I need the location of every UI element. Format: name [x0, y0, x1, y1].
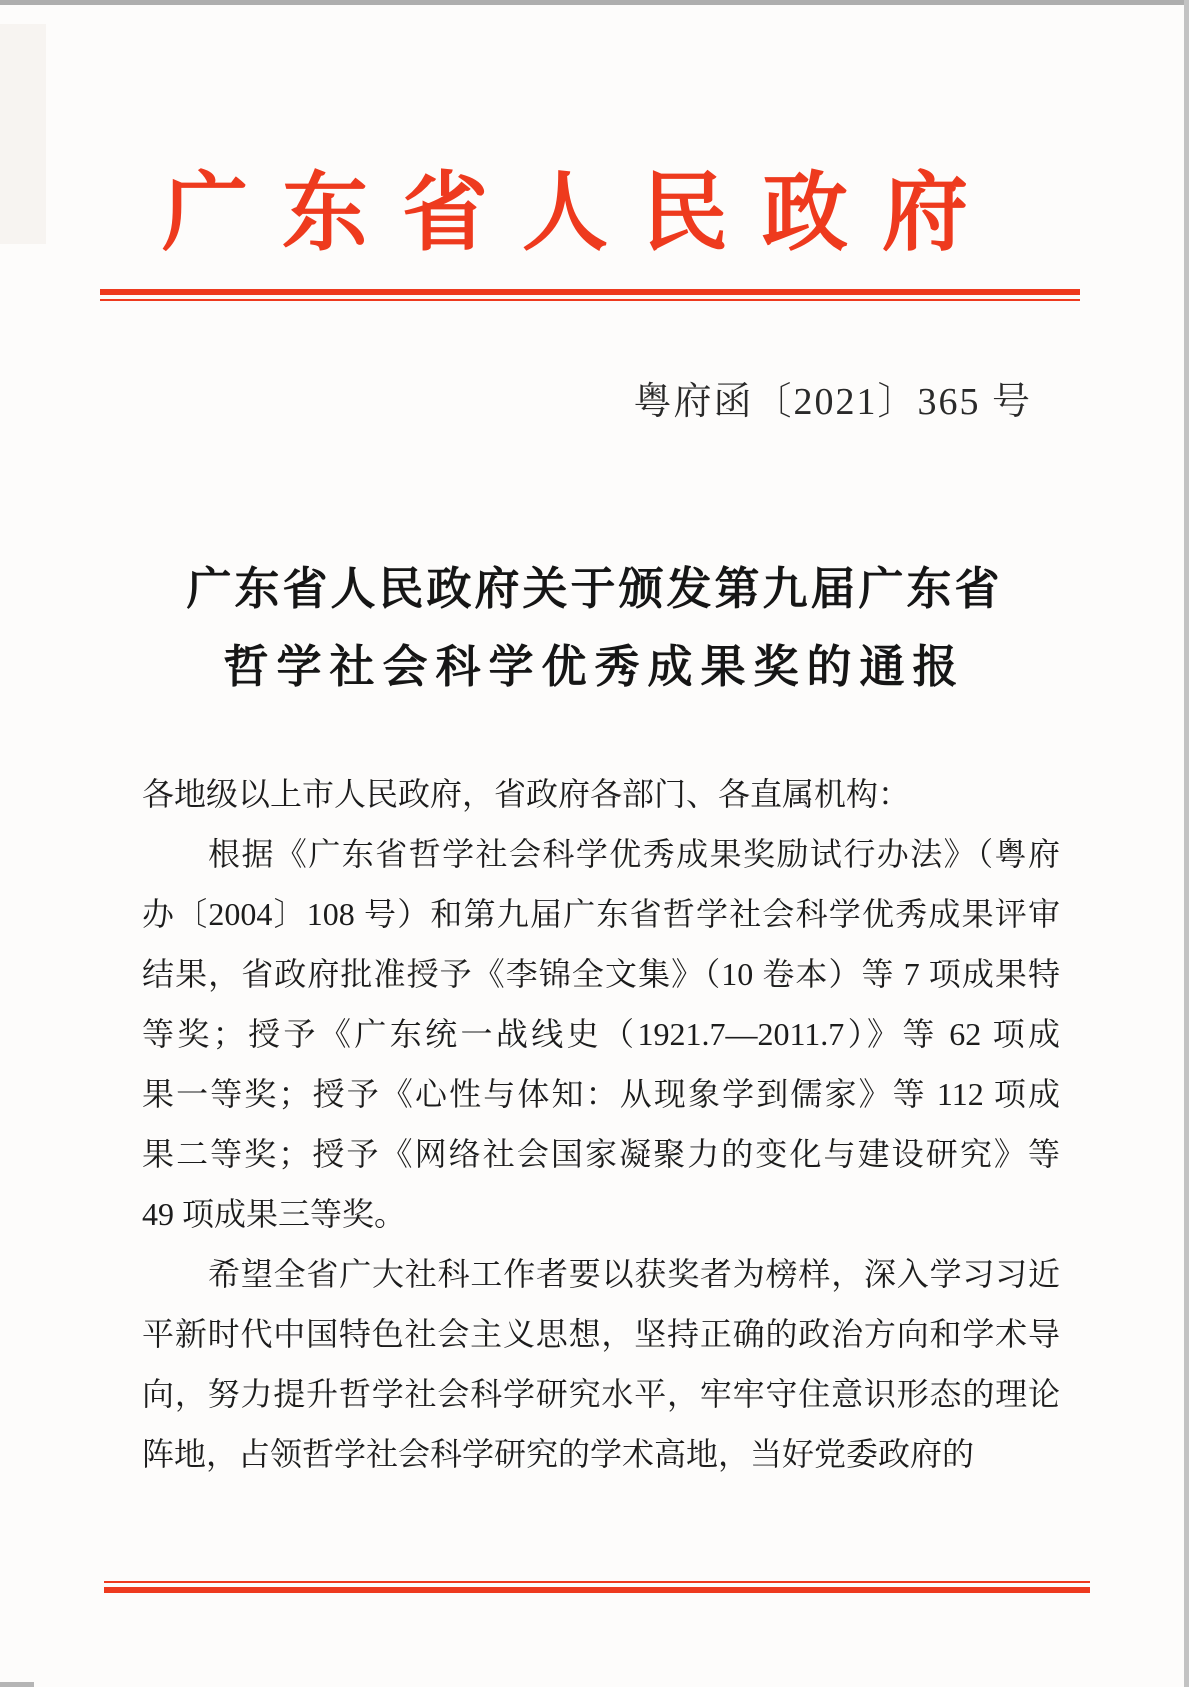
- body-line: 平新时代中国特色社会主义思想，坚持正确的政治方向和学术导: [142, 1316, 1060, 1352]
- body-line: 各地级以上市人民政府，省政府各部门、各直属机构：: [142, 776, 911, 812]
- body-line: 果二等奖；授予《网络社会国家凝聚力的变化与建设研究》等: [142, 1136, 1060, 1172]
- scan-edge-right: [1184, 0, 1189, 1687]
- body-line: 根据《广东省哲学社会科学优秀成果奖励试行办法》（粤府: [208, 836, 1060, 872]
- body-line: 希望全省广大社科工作者要以获奖者为榜样，深入学习习近: [208, 1256, 1060, 1292]
- footer-rule-thin: [104, 1581, 1090, 1583]
- footer-double-rule: [104, 1581, 1090, 1593]
- document-title-line-1: 广东省人民政府关于颁发第九届广东省: [186, 564, 1003, 614]
- scan-edge-bottom-left: [0, 1682, 34, 1687]
- body-line: 办〔2004〕108 号）和第九届广东省哲学社会科学优秀成果评审: [142, 896, 1060, 932]
- body-line: 果一等奖；授予《心性与体知：从现象学到儒家》等 112 项成: [142, 1076, 1060, 1112]
- footer-rule-thick: [104, 1587, 1090, 1593]
- document-title-line-2: 哲学社会科学优秀成果奖的通报: [223, 642, 966, 692]
- body-line: 49 项成果三等奖。: [142, 1196, 407, 1232]
- letterhead-org-name: 广东省人民政府: [162, 165, 1002, 261]
- document-number: 粤府函〔2021〕365 号: [633, 381, 1032, 423]
- scan-edge-top: [0, 0, 1189, 5]
- document-title: [0, 550, 1189, 706]
- letterhead-double-rule: [100, 289, 1080, 301]
- body-line: 结果，省政府批准授予《李锦全文集》（10 卷本）等 7 项成果特: [142, 956, 1060, 992]
- scan-smudge-top-left: [0, 24, 46, 244]
- body-line: 等奖；授予《广东统一战线史（1921.7—2011.7）》等 62 项成: [142, 1016, 1060, 1052]
- body-line: 阵地，占领哲学社会科学研究的学术高地，当好党委政府的: [142, 1436, 975, 1472]
- letterhead-rule-thin: [100, 299, 1080, 301]
- body-line: 向，努力提升哲学社会科学研究水平，牢牢守住意识形态的理论: [142, 1376, 1060, 1412]
- letterhead-rule-thick: [100, 289, 1080, 295]
- document-body: [142, 764, 1060, 1484]
